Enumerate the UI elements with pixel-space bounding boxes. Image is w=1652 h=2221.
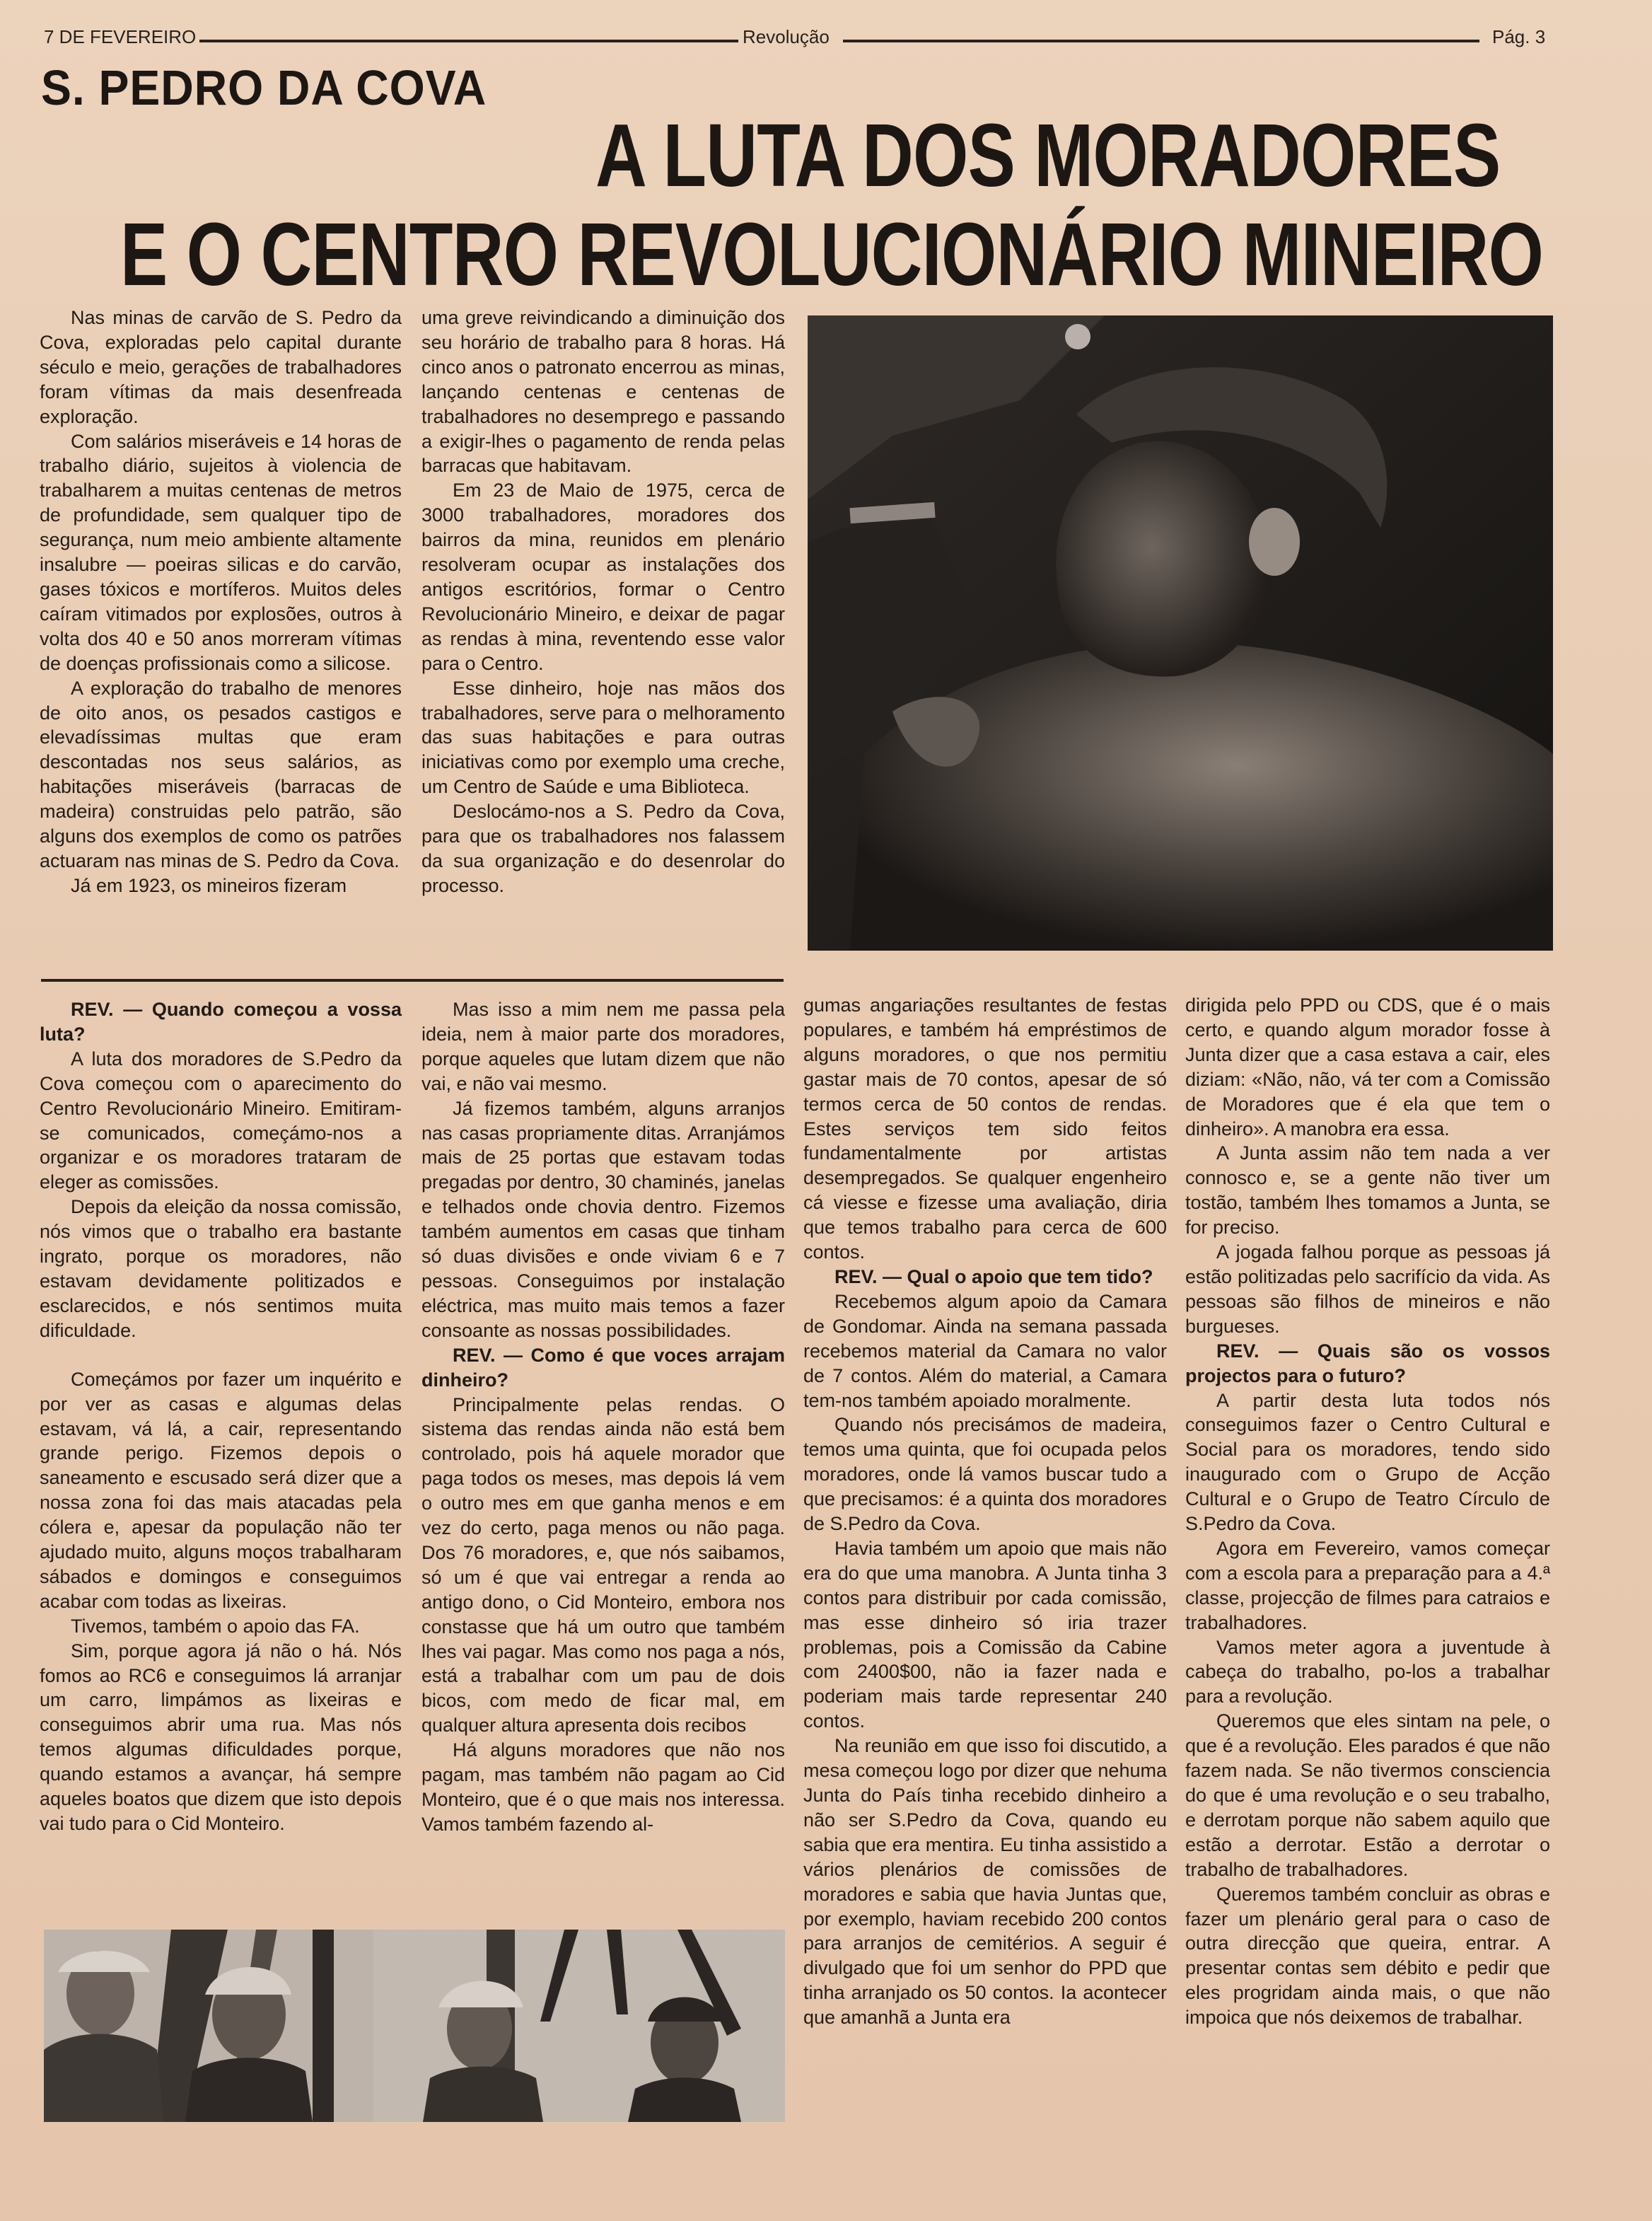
workers-photo-2-image — [373, 1930, 785, 2122]
paragraph: Já em 1923, os mineiros fizeram — [71, 874, 347, 896]
interview-answer: Queremos que eles sintam na pele, o que é a revolução. Eles parados é que não fazem nada. Se não tivermos consciencia do que é uma revolução e o seu trabalho, e derrotam porque não sabem aquilo que estão a derrotar. Estão a derrotar o trabalho de trabalhadores. — [1185, 1710, 1550, 1880]
section-divider — [41, 979, 784, 982]
interview-answer: gumas angariações resultantes de festas populares, e também há empréstimos de alguns moradores, o que nos permitiu gastar mais de 70 contos, apesar de só termos cerca de 50 contos de rendas. Estes serviços tem sido feitos fundamentalmente por artistas desempregados. Se qualquer engenheiro cá viesse e fizesse uma avaliação, diria que temos trabalho para cerca de 600 contos. — [803, 994, 1167, 1263]
paragraph: Em 23 de Maio de 1975, cerca de 3000 trabalhadores, moradores dos bairros da mina, reunidos em plenário resolveram ocupar as instalações dos antigos escritórios, formar o Centro Revolucionário Mineiro, e deixar de pagar as rendas à mina, reventendo esse valor para o Centro. — [421, 480, 785, 674]
interview-answer: Agora em Fevereiro, vamos começar com a escola para a preparação para a 4.ª classe, projecção de filmes para catraios e trabalhadores. — [1185, 1537, 1550, 1633]
interview-answer: Recebemos algum apoio da Camara de Gondomar. Ainda na semana passada recebemos material da Camara no valor de 7 contos. Além do material, a Camara tem-nos também apoiado moralmente. — [803, 1290, 1167, 1411]
miner-photo — [808, 315, 1553, 951]
paragraph: Com salários miseráveis e 14 horas de trabalho diário, sujeitos à violencia de trabalharem a muitas centenas de metros de profundidade, sem qualquer tipo de segurança, num meio ambiente altamente insalubre — poeiras silicas e do carvão, gases tóxicos e mortíferos. Muitos deles caíram vitimados por explosões, outros à volta dos 40 e 50 anos morreram vítimas de doenças profissionais como a silicose. — [40, 430, 402, 674]
interview-answer: Quando nós precisámos de madeira, temos uma quinta, que foi ocupada pelos moradores, onde lá vamos buscar tudo a que precisamos: é a quinta dos moradores de S.Pedro da Cova. — [803, 1414, 1167, 1535]
paragraph: uma greve reivindicando a diminuição dos seu horário de trabalho para 8 horas. Há cinco anos o patronato encerrou as minas, lançando centenas e centenas de trabalhadores no desemprego e passando a exigir-lhes o pagamento de renda pelas barracas que habitavam. — [421, 307, 785, 477]
interview-answer: Na reunião em que isso foi discutido, a mesa começou logo por dizer que nehuma Junta do País tinha recebido dinheiro a não ser S.Pedro da Cova, quando eu sabia que era mentira. Eu tinha assistido a vários plenários de comissões de moradores e sabia que havia Juntas que, por exemplo, haviam recebido 200 contos para arranjos de cemitérios. A seguir é divulgado que foi um senhor do PPD que tinha arranjado os 50 contos. Ia acontecer que amanhã a Junta era — [803, 1735, 1167, 2029]
interview-answer: Tivemos, também o apoio das FA. — [71, 1615, 360, 1637]
interview-question: REV. — Qual o apoio que tem tido? — [834, 1265, 1153, 1287]
paragraph: Nas minas de carvão de S. Pedro da Cova, exploradas pelo capital durante século e meio, gerações de trabalhadores foram vítimas da mais desenfreada exploração. — [40, 307, 402, 427]
miner-photo-image — [808, 315, 1553, 951]
workers-photo-1-image — [44, 1930, 373, 2122]
interview-answer: dirigida pelo PPD ou CDS, que é o mais certo, e quando algum morador fosse à Junta dizer que a casa estava a cair, eles diziam: «Não, não, vá ter com a Comissão de Moradores que é ela que tem o dinheiro». A manobra era essa. — [1185, 994, 1550, 1140]
interview-answer: Vamos meter agora a juventude à cabeça do trabalho, po-los a trabalhar para a revolução. — [1185, 1636, 1550, 1707]
interview-column-1 — [40, 997, 402, 1836]
interview-answer: Sim, porque agora já não o há. Nós fomos ao RC6 e conseguimos lá arranjar um carro, limpámos as lixeiras e conseguimos abrir uma rua. Mas nós temos algumas dificuldades porque, quando estamos a avançar, há sempre aqueles boatos que dizem que isto depois vai tudo para o Cid Monteiro. — [40, 1640, 402, 1834]
interview-question: REV. — Como é que voces arrajam dinheiro? — [421, 1344, 785, 1391]
page-number: Pág. 3 — [1492, 26, 1546, 47]
paragraph: A exploração do trabalho de menores de oito anos, os pesados castigos e elevadíssimas multas que eram descontadas nos seus salários, as habitações miseráveis (barracas de madeira) construidas pelo patrão, são alguns dos exemplos de como os patrões actuaram nas minas de S. Pedro da Cova. — [40, 677, 402, 871]
interview-answer: Principalmente pelas rendas. O sistema das rendas ainda não está bem controlado, pois há aquele morador que paga todos os meses, mas depois lá vem o outro mes em que ganha menos e em vez do certo, paga menos ou não paga. Dos 76 moradores, e, que nós saibamos, só um é que vai entregar a renda ao antigo dono, o Cid Monteiro, embora nos constasse que há um outro que também lhes vai pagar. Mas como nos paga a nós, está a trabalhar com um pau de dois bicos, com medo de ficar mal, em qualquer altura apresenta dois recibos — [421, 1393, 785, 1736]
header-rule-right — [843, 40, 1479, 42]
headline-line-1: A LUTA DOS MORADORES — [595, 105, 1501, 205]
headline-line-2: E O CENTRO REVOLUCIONÁRIO MINEIRO — [120, 204, 1544, 304]
paragraph: Deslocámo-nos a S. Pedro da Cova, para que os trabalhadores nos falassem da sua organização e do desenrolar do processo. — [421, 801, 785, 896]
interview-column-2 — [421, 997, 785, 1837]
interview-answer: Mas isso a mim nem me passa pela ideia, nem à maior parte dos moradores, porque aqueles que lutam dizem que não vai, e não vai mesmo. — [421, 999, 785, 1094]
interview-answer: A Junta assim não tem nada a ver connosco e, se a gente não tiver um tostão, também lhes tomamos a Junta, se for preciso. — [1185, 1142, 1550, 1239]
issue-date: 7 DE FEVEREIRO — [44, 26, 197, 47]
interview-answer: A partir desta luta todos nós conseguimos fazer o Centro Cultural e Social para os moradores, tendo sido inaugurado com o Grupo de Acção Cultural e o Grupo de Teatro Círculo de S.Pedro da Cova. — [1185, 1389, 1550, 1535]
interview-answer: Há alguns moradores que não nos pagam, mas também não pagam ao Cid Monteiro, que é o que mais nos interessa. Vamos também fazendo al- — [421, 1739, 785, 1835]
interview-answer: A jogada falhou porque as pessoas já estão politizadas pelo sacrifício da vida. As pessoas são filhos de mineiros e não burgueses. — [1185, 1241, 1550, 1337]
interview-answer: A luta dos moradores de S.Pedro da Cova começou com o aparecimento do Centro Revolucionário Mineiro. Emitiram-se comunicados, começámo-nos a organizar e os moradores trataram de eleger as comissões. — [40, 1048, 402, 1193]
interview-answer: Havia também um apoio que mais não era do que uma manobra. A Junta tinha 3 contos para distribuir por cada comissão, mas esse dinheiro só iria trazer problemas, pois a Comissão da Cabine com 2400$00, não ia fazer nada e poderiam mais tarde representar 240 contos. — [803, 1537, 1167, 1732]
interview-question: REV. — Quando começou a vossa luta? — [40, 999, 402, 1045]
section-title: S. PEDRO DA COVA — [41, 60, 487, 115]
interview-question: REV. — Quais são os vossos projectos para o futuro? — [1185, 1340, 1550, 1386]
newspaper-name: Revolução — [743, 26, 830, 47]
interview-answer: Começámos por fazer um inquérito e por ver as casas e algumas delas estavam, vá lá, a cair, representando grande perigo. Fizemos depois o saneamento e escusado será dizer que a nossa zona foi das mais atacadas pela cólera e, apesar da população não ter ajudado muito, alguns moços trabalharam sábados e domingos e conseguimos acabar com todas as lixeiras. — [40, 1368, 402, 1612]
interview-answer: Depois da eleição da nossa comissão, nós vimos que o trabalho era bastante ingrato, porque os moradores, não estavam devidamente politizados e esclarecidos, e nós sentimos muita dificuldade. — [40, 1196, 402, 1341]
interview-column-3 — [803, 993, 1167, 2030]
intro-column-1 — [40, 306, 402, 898]
interview-answer: Já fizemos também, alguns arranjos nas casas propriamente ditas. Arranjámos mais de 25 portas que estavam todas pregadas por dentro, 30 chaminés, janelas e telhados onde chovia dentro. Fizemos também aumentos em casas que tinham só duas divisões e onde viviam 6 e 7 pessoas. Conseguimos por instalação eléctrica, mas muito mais temos a fazer consoante as nossas possibilidades. — [421, 1097, 785, 1341]
header-rule-left — [199, 40, 738, 42]
interview-column-4 — [1185, 993, 1550, 2030]
workers-photo-2 — [373, 1930, 785, 2122]
interview-answer: Queremos também concluir as obras e fazer um plenário geral para o caso de outra direcção que queira, entrar. A presentar contas sem débito e pedir que eles progridam ainda mais, o que não impoica que nós deixemos de trabalhar. — [1185, 1883, 1550, 2029]
intro-column-2 — [421, 306, 785, 898]
paragraph: Esse dinheiro, hoje nas mãos dos trabalhadores, serve para o melhoramento das suas habitações e para outras iniciativas como por exemplo uma creche, um Centro de Saúde e uma Biblioteca. — [421, 677, 785, 798]
workers-photo-1 — [44, 1930, 373, 2122]
